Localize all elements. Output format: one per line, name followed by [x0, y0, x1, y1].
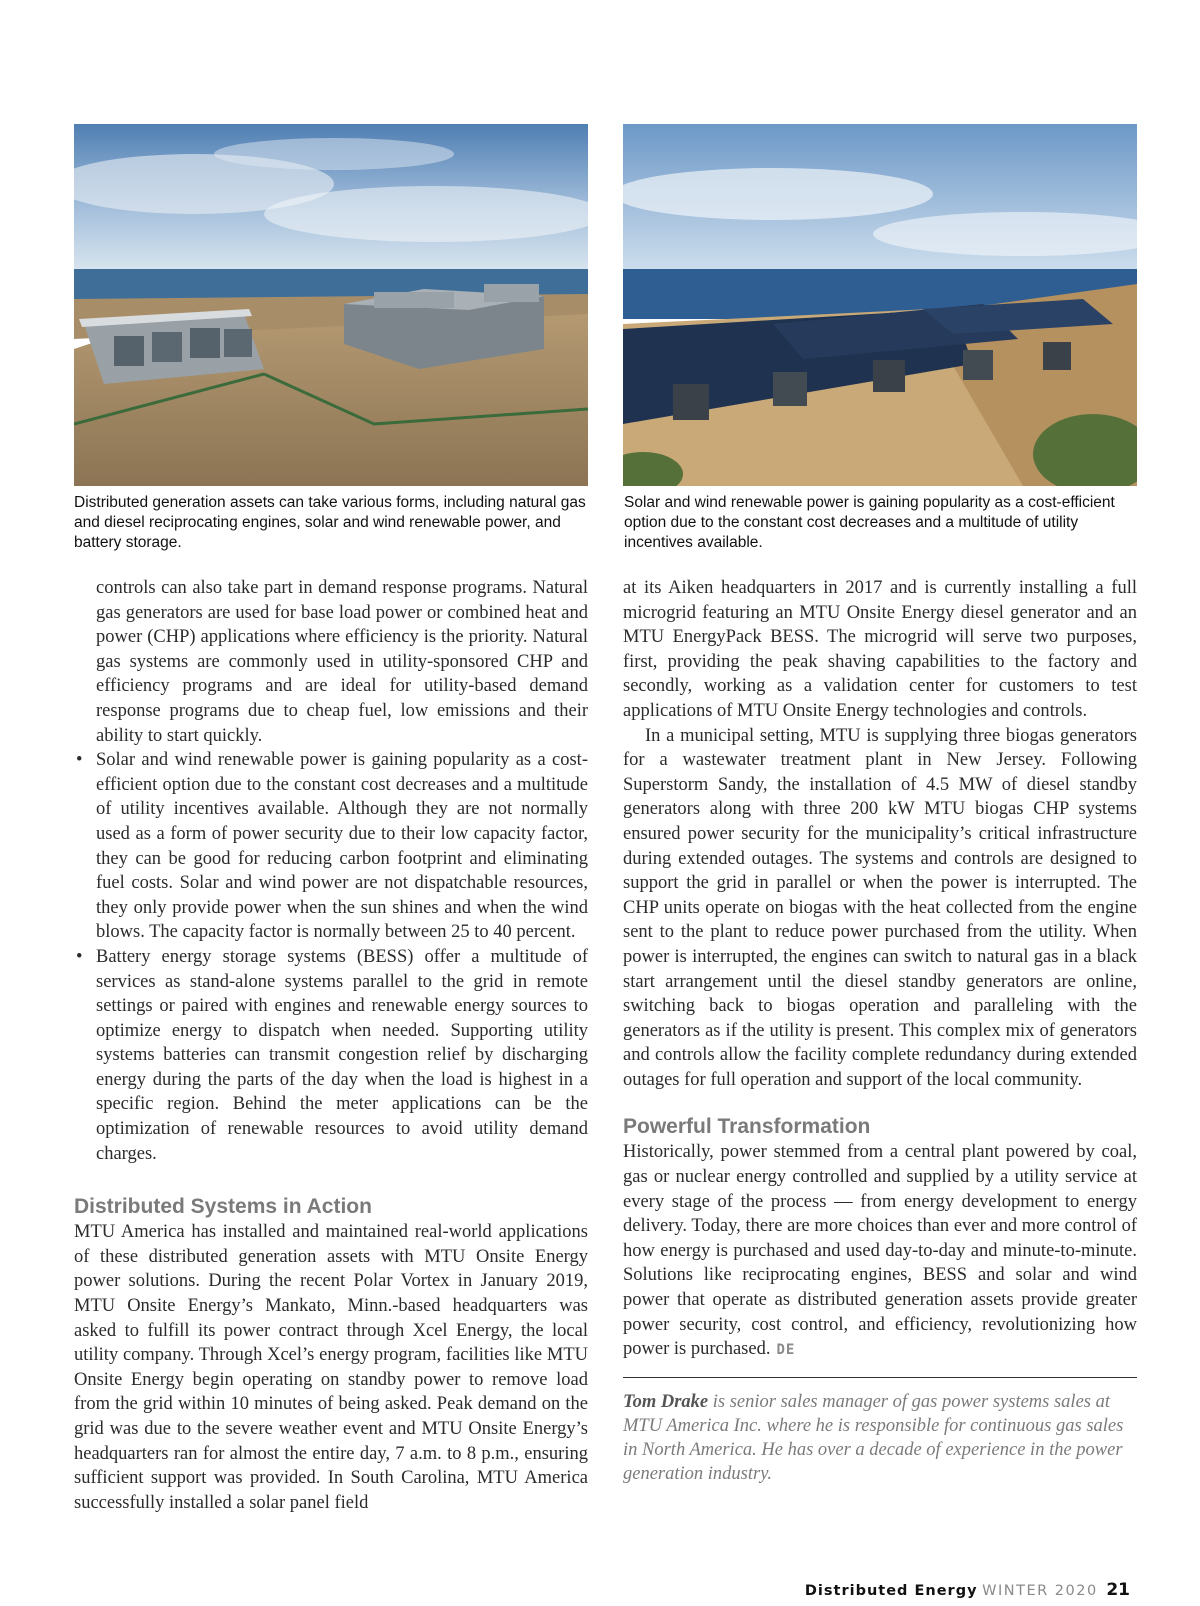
photo-solar-field [623, 124, 1137, 486]
right-column [623, 576, 1137, 1486]
bullet-item [74, 945, 588, 1166]
bullet-dot: • [76, 750, 83, 771]
municipal-paragraph: In a municipal setting, MTU is supplying three biogas generators for a wastewater treatment plant in New Jersey. Following Superstorm Sandy, the installation of 4.5 MW of diesel standby generators along with three 200 kW MTU biogas CHP systems ensured power security for the municipality’s critical infrastructure during extended outages. The systems and controls are designed to support the grid in parallel or when the power is interrupted. The CHP units operate on biogas with the heat collected from the engine sent to the plant to reduce power purchased from the utility. When power is interrupted, the engines can switch to natural gas in a black start arrangement until the diesel standby generators are online, switching back to biogas operation and paralleling with the generators as if the utility is present. This complex mix of generators and controls allow the facility complete redundancy during extended outages for full operation and support of the local community. [623, 725, 1137, 1090]
bullet-item [74, 748, 588, 945]
end-mark: DE [776, 1342, 796, 1359]
intro-paragraph: controls can also take part in demand response programs. Natural gas generators are used for base load power or combined heat and power (CHP) applications where efficiency is the priority. Natural gas systems are commonly used in utility-sponsored CHP and efficiency programs and are ideal for utility-based demand response programs due to cheap fuel, low emissions and their ability to start quickly. [96, 578, 588, 746]
bio-divider [623, 1377, 1137, 1378]
section-heading-distributed-systems: Distributed Systems in Action [74, 1195, 372, 1219]
bullet-dot: • [76, 946, 83, 967]
section-heading-powerful-transformation: Powerful Transformation [623, 1115, 871, 1139]
bullet-text: Battery energy storage systems (BESS) offer a multitude of services as stand-alone systems parallel to the grid in remote settings or paired with engines and renewable energy sources to optimize energy to dispatch when needed. Supporting utility systems batteries can transmit congestion relief by discharging energy during the parts of the day when the load is highest in a specific region. Behind the meter applications can be the optimization of renewable resources to avoid utility demand charges. [96, 946, 588, 1164]
page-footer [805, 1580, 1130, 1600]
generator-site-image [74, 124, 588, 486]
continued-paragraph: at its Aiken headquarters in 2017 and is currently installing a full microgrid featuring an MTU Onsite Energy diesel generator and an MTU EnergyPack BESS. The microgrid will serve two purposes, first, providing the peak shaving capabilities to the factory and secondly, working as a validation center for customers to test applications of MTU Onsite Energy technologies and controls. [623, 578, 1137, 721]
caption-solar-field: Solar and wind renewable power is gaining popularity as a cost-efficient option due to the constant cost decreases and a multitude of utility incentives available. [624, 494, 1115, 551]
caption-generator-site: Distributed generation assets can take various forms, including natural gas and diesel reciprocating engines, solar and wind renewable power, and battery storage. [74, 494, 586, 551]
author-bio-text: is senior sales manager of gas power systems sales at MTU America Inc. where he is responsible for continuous gas sales in North America. He has over a decade of experience in the power generation industry. [623, 1391, 1124, 1484]
issue-label: WINTER 2020 [982, 1583, 1098, 1599]
left-column [74, 576, 588, 1515]
solar-field-image [623, 124, 1137, 486]
author-bio [623, 1390, 1137, 1486]
closing-paragraph [623, 1140, 1137, 1362]
bullet-text: Solar and wind renewable power is gaining popularity as a cost-efficient option due to the constant cost decreases and a multitude of utility incentives available. Although they are not normally used as a form of power security due to their low capacity factor, they can be good for reducing carbon footprint and eliminating fuel costs. Solar and wind power are not dispatchable resources, they only provide power when the sun shines and when the wind blows. The capacity factor is normally between 25 to 40 percent. [96, 750, 588, 943]
section-paragraph: MTU America has installed and maintained real-world applications of these distributed generation assets with MTU Onsite Energy power solutions. During the recent Polar Vortex in January 2019, MTU Onsite Energy’s Mankato, Minn.-based headquarters was asked to fulfill its power contract through Xcel Energy, the local utility company. Through Xcel’s energy program, facilities like MTU Onsite Energy begin operating on standby power to remove load from the grid within 10 minutes of being asked. Peak demand on the grid was due to the severe weather event and MTU Onsite Energy’s headquarters ran for almost the entire day, 7 a.m. to 8 p.m., ensuring sufficient support was provided. In South Carolina, MTU America successfully installed a solar panel field [74, 1222, 588, 1513]
publication-name: Distributed Energy [804, 1583, 978, 1599]
closing-text: Historically, power stemmed from a central plant powered by coal, gas or nuclear energy controlled and supplied by a utility service at every stage of the process — from energy development to energy delivery. Today, there are more choices than ever and more control of how energy is purchased and used day-to-day and minute-to-minute. Solutions like reciprocating engines, BESS and solar and wind power that operate as distributed generation assets provide greater power security, cost control, and efficiency, revolutionizing how power is purchased. [623, 1142, 1137, 1360]
photo-generator-site [74, 124, 588, 486]
page-number: 21 [1106, 1580, 1130, 1600]
author-name: Tom Drake [623, 1391, 709, 1412]
